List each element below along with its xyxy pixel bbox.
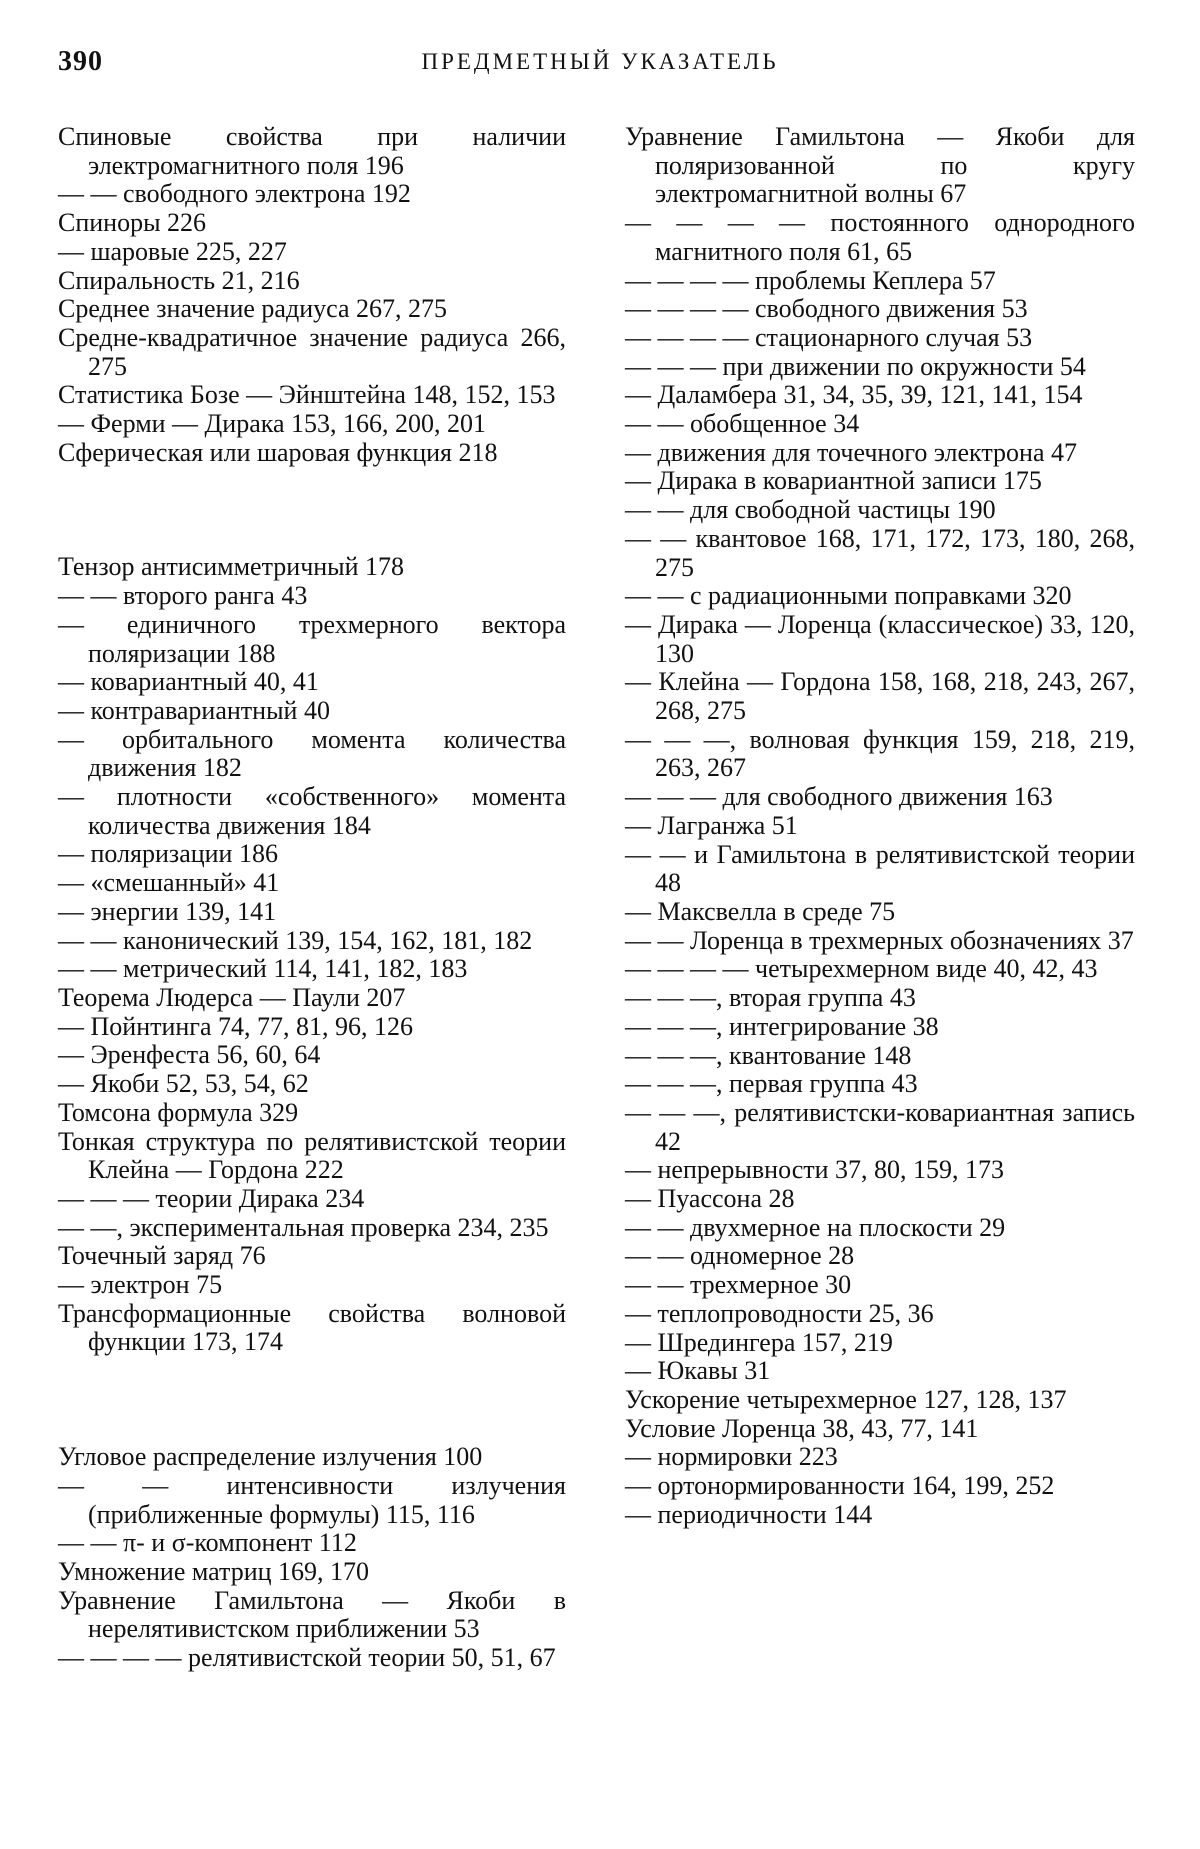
index-entry: — — второго ранга 43 [58, 581, 308, 611]
index-entry: — Лагранжа 51 [625, 810, 798, 840]
index-entry: — движения для точечного электрона 47 [625, 437, 1077, 467]
page-header [58, 46, 1142, 86]
index-entry: Тонкая структура по релятивистской теории Клейна — Гордона 222 [58, 1126, 566, 1185]
index-entry: — — одномерное 28 [625, 1241, 855, 1271]
index-group-s [58, 123, 566, 467]
index-entry: — — и Гамильтона в релятивистской теории 48 [625, 839, 1135, 898]
index-entry: — Даламбера 31, 34, 35, 39, 121, 141, 154 [625, 380, 1083, 410]
index-entry: — — свободного электрона 192 [58, 179, 411, 209]
index-entry: — электрон 75 [58, 1270, 223, 1300]
index-entry: — — —, волновая функция 159, 218, 219, 263, 267 [625, 724, 1135, 783]
index-entry: Средне-квадратичное значение радиуса 266, 275 [58, 322, 566, 381]
index-entry: — поляризации 186 [58, 839, 278, 869]
index-entry: — — двухмерное на плоскости 29 [625, 1212, 1006, 1242]
index-entry: — — — для свободного движения 163 [625, 782, 1053, 812]
index-entry: — — интенсивности излучения (приближенные формулы) 115, 116 [58, 1470, 566, 1529]
index-entry: — — —, первая группа 43 [625, 1069, 918, 1099]
index-entry: Спиральность 21, 216 [58, 265, 300, 295]
index-entry: — — — — постоянного однородного магнитного поля 61, 65 [625, 208, 1135, 266]
index-entry: Тензор антисимметричный 178 [58, 552, 405, 582]
index-group-u-continued [625, 123, 1135, 1529]
index-entry: — периодичности 144 [625, 1499, 873, 1529]
index-entry: — — —, вторая группа 43 [625, 983, 916, 1013]
index-entry: — — канонический 139, 154, 162, 181, 182 [58, 925, 533, 955]
index-entry: — Максвелла в среде 75 [625, 896, 896, 926]
index-entry: Умножение матриц 169, 170 [58, 1556, 370, 1586]
index-entry: — — Лоренца в трехмерных обозначениях 37 [625, 925, 1134, 955]
index-entry: — контравариантный 40 [58, 695, 330, 725]
index-entry: Томсона формула 329 [58, 1097, 299, 1127]
index-entry: Условие Лоренца 38, 43, 77, 141 [625, 1413, 979, 1443]
index-entry: — энергии 139, 141 [58, 896, 277, 926]
index-entry: Ускорение четырехмерное 127, 128, 137 [625, 1384, 1067, 1414]
index-entry: — — π- и σ-компонент 112 [58, 1528, 357, 1558]
index-entry: Уравнение Гамильтона — Якоби для поляризованной по кругу электромагнитной волны 67 [625, 122, 1135, 209]
index-entry: — — квантовое 168, 171, 172, 173, 180, 268, 275 [625, 523, 1135, 582]
index-entry: — — —, интегрирование 38 [625, 1011, 939, 1041]
index-entry: — — метрический 114, 141, 182, 183 [58, 954, 468, 984]
index-entry: — — — — свободного движения 53 [625, 294, 1028, 324]
index-column-left [58, 123, 566, 1673]
index-entry: Точечный заряд 76 [58, 1241, 266, 1271]
index-entry: Сферическая или шаровая функция 218 [58, 437, 498, 467]
section-gap [58, 467, 566, 553]
index-entry: — «смешанный» 41 [58, 868, 280, 898]
index-entry: — Ферми — Дирака 153, 166, 200, 201 [58, 409, 487, 439]
index-entry: — нормировки 223 [625, 1442, 838, 1472]
index-column-right [625, 123, 1135, 1529]
index-entry: — шаровые 225, 227 [58, 236, 287, 266]
index-entry: — — с радиационными поправками 320 [625, 581, 1072, 611]
index-entry: Уравнение Гамильтона — Якоби в нерелятивистском приближении 53 [58, 1585, 566, 1644]
index-entry: — — — теории Дирака 234 [58, 1183, 365, 1213]
index-entry: — единичного трехмерного вектора поляризации 188 [58, 609, 566, 668]
index-entry: Статистика Бозе — Эйнштейна 148, 152, 153 [58, 380, 556, 410]
running-title: ПРЕДМЕТНЫЙ УКАЗАТЕЛЬ [421, 49, 779, 74]
index-entry: — непрерывности 37, 80, 159, 173 [625, 1155, 1005, 1185]
index-group-t [58, 553, 566, 1357]
index-entry: — — — — стационарного случая 53 [625, 322, 1033, 352]
index-entry: — — —, релятивистски-ковариантная запись 42 [625, 1097, 1135, 1156]
index-entry: — Дирака в ковариантной записи 175 [625, 466, 1042, 496]
index-entry: Спиновые свойства при наличии электромагнитного поля 196 [58, 122, 566, 180]
index-entry: — Шредингера 157, 219 [625, 1327, 893, 1357]
index-entry: Среднее значение радиуса 267, 275 [58, 294, 448, 324]
index-entry: — —, экспериментальная проверка 234, 235 [58, 1212, 549, 1242]
index-entry: — Пуассона 28 [625, 1184, 795, 1214]
index-entry: Угловое распределение излучения 100 [58, 1442, 483, 1472]
index-entry: Теорема Людерса — Паули 207 [58, 982, 406, 1012]
section-gap [58, 1357, 566, 1443]
index-entry: — Пойнтинга 74, 77, 81, 96, 126 [58, 1011, 413, 1041]
index-entry: — Юкавы 31 [625, 1356, 771, 1386]
index-entry: — — — — релятивистской теории 50, 51, 67 [58, 1643, 556, 1673]
index-entry: — — — при движении по окружности 54 [625, 351, 1086, 381]
index-group-u [58, 1443, 566, 1673]
index-entry: — теплопроводности 25, 36 [625, 1298, 934, 1328]
index-entry: — — — — четырехмерном виде 40, 42, 43 [625, 954, 1098, 984]
index-entry: — ортонормированности 164, 199, 252 [625, 1471, 1055, 1501]
index-entry: Спиноры 226 [58, 208, 207, 238]
index-entry: — Дирака — Лоренца (классическое) 33, 120, 130 [625, 609, 1135, 668]
index-entry: — — — — проблемы Кеплера 57 [625, 265, 996, 295]
page-number: 390 [58, 46, 103, 77]
index-entry: — — трехмерное 30 [625, 1270, 852, 1300]
index-entry: — — —, квантование 148 [625, 1040, 912, 1070]
index-entry: — орбитального момента количества движения 182 [58, 724, 566, 783]
index-entry: — — обобщенное 34 [625, 409, 860, 439]
index-entry: — плотности «собственного» момента количества движения 184 [58, 782, 566, 840]
index-entry: — Якоби 52, 53, 54, 62 [58, 1069, 309, 1099]
index-entry: Трансформационные свойства волновой функции 173, 174 [58, 1298, 566, 1357]
index-entry: — Клейна — Гордона 158, 168, 218, 243, 267, 268, 275 [625, 667, 1135, 726]
index-entry: — Эренфеста 56, 60, 64 [58, 1040, 321, 1070]
index-entry: — — для свободной частицы 190 [625, 495, 996, 525]
index-entry: — ковариантный 40, 41 [58, 667, 319, 697]
